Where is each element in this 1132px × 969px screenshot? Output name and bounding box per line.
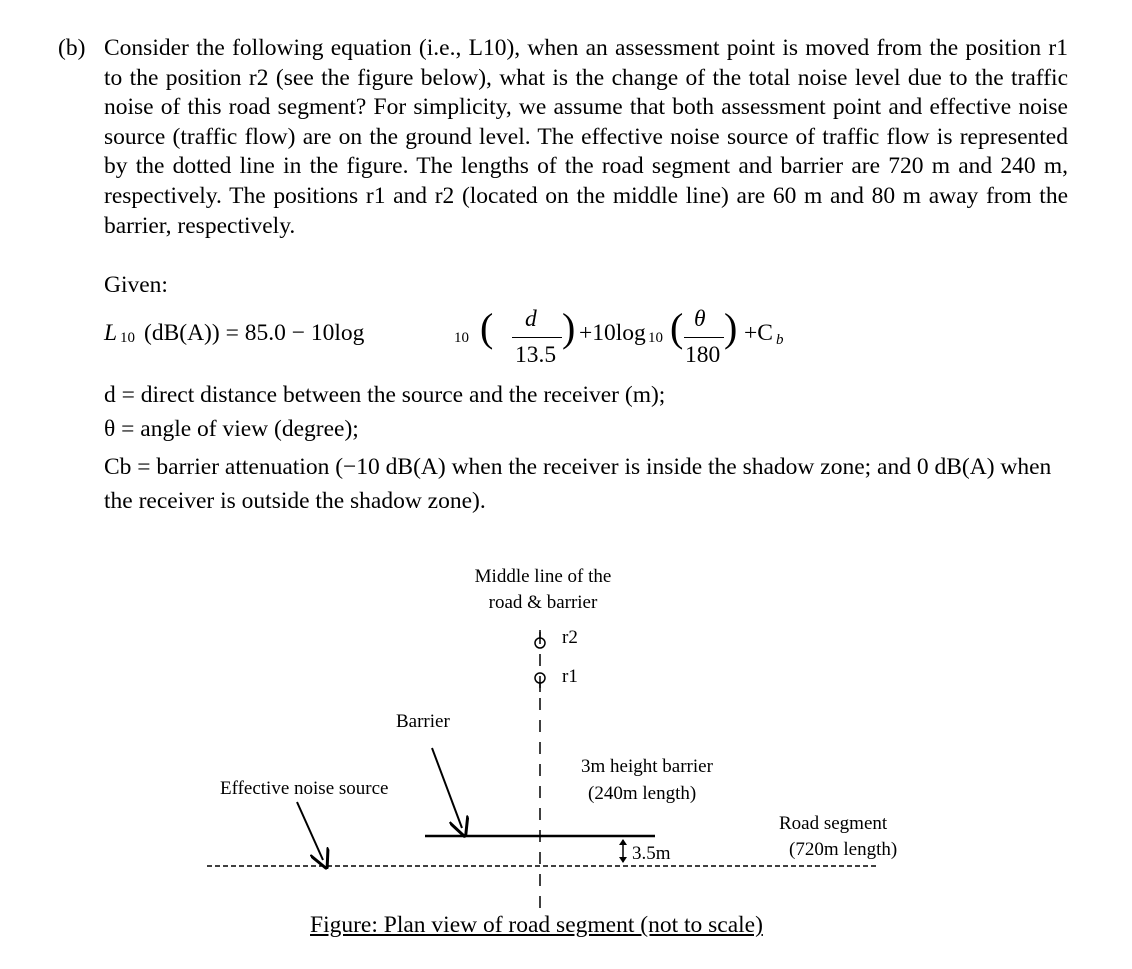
eq-log-sub: 10 <box>454 330 469 346</box>
barrier-arrow <box>432 748 462 828</box>
eq-paren-open-2: ( <box>670 305 684 350</box>
eq-paren-close-2: ) <box>724 305 738 350</box>
figure-caption: Figure: Plan view of road segment (not to scale) <box>310 912 763 938</box>
eq-plus-log: +10log <box>579 320 646 346</box>
offset-arrow-up <box>619 839 627 845</box>
offset-arrow-down <box>619 857 627 863</box>
eq-paren-close-1: ) <box>562 305 576 350</box>
definition-theta: θ = angle of view (degree); <box>104 416 359 442</box>
definition-d: d = direct distance between the source and the receiver (m); <box>104 382 666 408</box>
barrier-height-label: 3m height barrier <box>581 756 713 777</box>
middle-line-label-1: Middle line of the <box>474 566 612 587</box>
eq-frac1-num: d <box>525 306 537 332</box>
eq-c-sub: b <box>776 332 784 348</box>
eq-plus-c: +C <box>744 320 773 346</box>
eq-frac1-bar <box>512 337 562 338</box>
eq-unit: (dB(A)) = 85.0 − 10log <box>144 320 365 346</box>
r1-label: r1 <box>562 666 578 687</box>
eq-lhs-sub: 10 <box>120 330 135 346</box>
road-segment-label: Road segment <box>779 813 888 834</box>
offset-label: 3.5m <box>632 843 671 864</box>
question-text: Consider the following equation (i.e., L10), when an assessment point is moved from the position r1 to the position r2 (see the figure below), what is the change of the total noise level due to the traffic noise of this road segment? For simplicity, we assume that both assessment point and effective noise source (traffic flow) are on the ground level. The effective noise source of traffic flow is represented by the dotted line in the figure. The lengths of the road segment and barrier are 720 m and 240 m, respectively. The positions r1 and r2 (located on the middle line) are 60 m and 80 m away from the barrier, respectively. <box>104 35 1068 239</box>
given-heading: Given: <box>104 272 168 298</box>
noise-source-label: Effective noise source <box>220 778 389 799</box>
road-figure <box>0 550 1132 964</box>
l10-equation <box>104 306 804 382</box>
barrier-length-label: (240m length) <box>588 783 697 804</box>
definitions <box>104 378 1064 518</box>
eq-frac2-num: θ <box>694 306 706 332</box>
eq-log-sub-2: 10 <box>648 330 663 346</box>
question-label: (b) <box>58 35 86 61</box>
barrier-label: Barrier <box>396 711 450 732</box>
middle-line-label-2: road & barrier <box>488 592 598 613</box>
road-length-label: (720m length) <box>789 839 898 860</box>
eq-frac2-bar <box>684 337 724 338</box>
road-plan-diagram <box>0 550 1132 964</box>
eq-frac2-den: 180 <box>685 342 721 368</box>
r2-label: r2 <box>562 627 578 648</box>
noise-source-arrow <box>297 802 323 860</box>
eq-paren-open-1: ( <box>480 305 494 350</box>
definition-cb: Cb = barrier attenuation (−10 dB(A) when the receiver is inside the shadow zone; and 0 dB(A) when the receiver is outside the shadow zone). <box>104 454 1052 514</box>
question-block <box>58 34 1068 241</box>
eq-frac1-den: 13.5 <box>515 342 557 368</box>
eq-lhs: L <box>104 320 118 346</box>
